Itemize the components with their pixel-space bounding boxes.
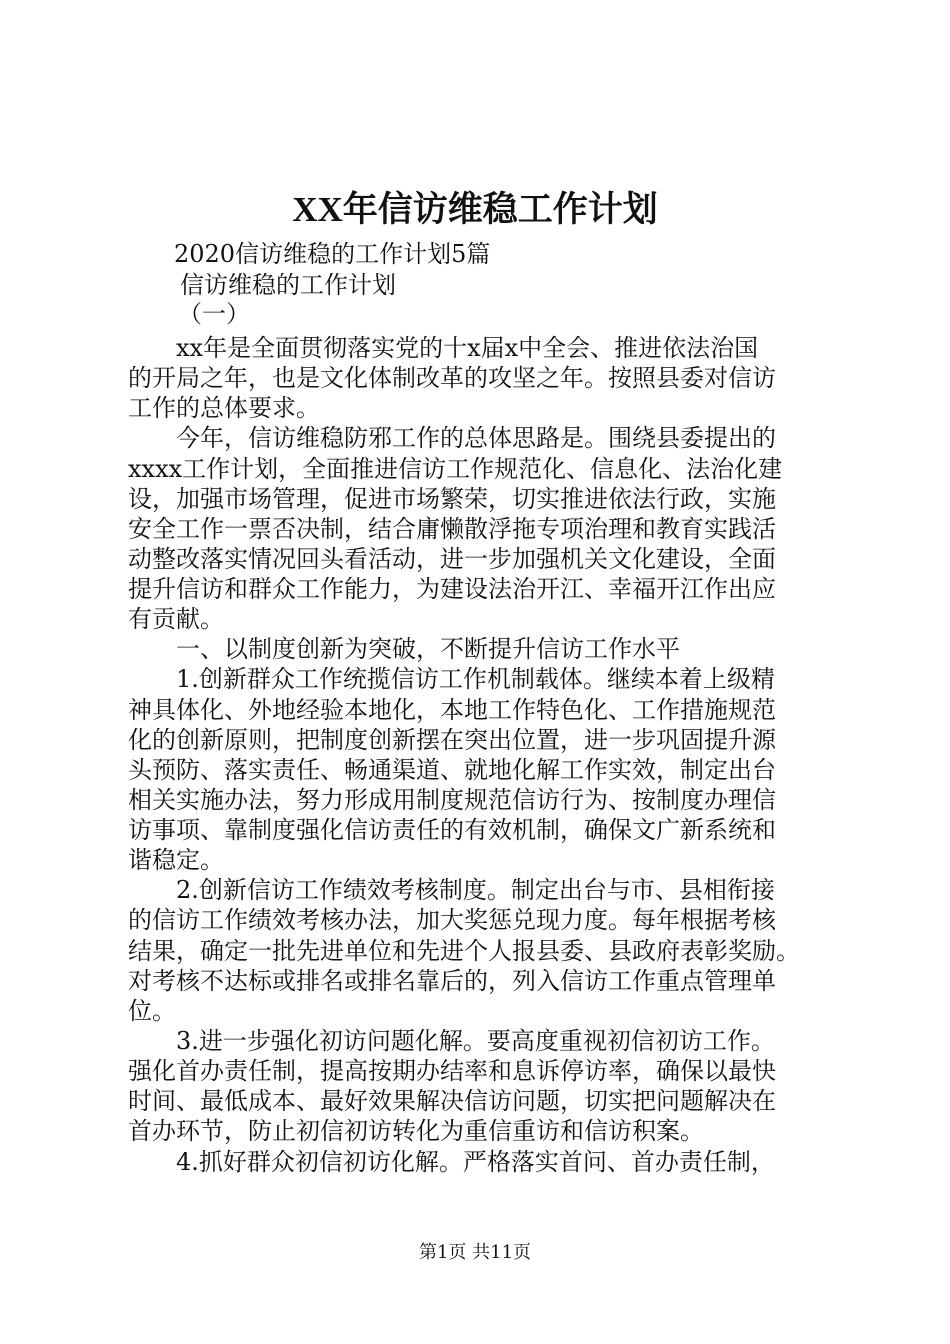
subtitle-line-1: 2020信访维稳的工作计划5篇	[174, 240, 491, 268]
body-line: 3.进一步强化初访问题化解。要高度重视初信初访工作。	[128, 1027, 775, 1055]
body-line: 的开局之年，也是文化体制改革的攻坚之年。按照县委对信访	[128, 364, 776, 392]
body-line: 2.创新信访工作绩效考核制度。制定出台与市、县相衔接	[128, 876, 775, 904]
body-line: 有贡献。	[128, 605, 224, 633]
body-line: 谐稳定。	[128, 846, 224, 874]
body-line: 动整改落实情况回头看活动，进一步加强机关文化建设，全面	[128, 545, 776, 573]
body-line: 工作的总体要求。	[128, 394, 320, 422]
document-title: XX年信访维稳工作计划	[292, 190, 658, 229]
body-line: 相关实施办法，努力形成用制度规范信访行为、按制度办理信	[128, 786, 776, 814]
body-line: 化的创新原则，把制度创新摆在突出位置，进一步巩固提升源	[128, 726, 776, 754]
page-footer: 第1页 共11页	[418, 1242, 532, 1263]
body-line: 1.创新群众工作统揽信访工作机制载体。继续本着上级精	[128, 665, 775, 693]
subtitle-line-2: 信访维稳的工作计划	[180, 271, 396, 299]
body-line: 提升信访和群众工作能力，为建设法治开江、幸福开江作出应	[128, 575, 776, 603]
body-line: 今年，信访维稳防邪工作的总体思路是。围绕县委提出的	[128, 424, 776, 452]
body-line: 对考核不达标或排名或排名靠后的，列入信访工作重点管理单	[128, 967, 776, 995]
section-heading: 一、以制度创新为突破，不断提升信访工作水平	[128, 635, 680, 663]
body-line: 安全工作一票否决制，结合庸懒散浮拖专项治理和教育实践活	[128, 515, 776, 543]
body-line: 4.抓好群众初信初访化解。严格落实首问、首办责任制，	[128, 1148, 775, 1176]
body-line: 结果，确定一批先进单位和先进个人报县委、县政府表彰奖励。	[128, 937, 800, 965]
body-line: 设，加强市场管理，促进市场繁荣，切实推进依法行政，实施	[128, 485, 776, 513]
body-line: 神具体化、外地经验本地化，本地工作特色化、工作措施规范	[128, 696, 776, 724]
section-marker: （一）	[178, 300, 250, 328]
body-line: 位。	[128, 997, 176, 1025]
body-line: 头预防、落实责任、畅通渠道、就地化解工作实效，制定出台	[128, 756, 776, 784]
body-line: xxxx工作计划，全面推进信访工作规范化、信息化、法治化建	[128, 455, 783, 483]
body-line: 时间、最低成本、最好效果解决信访问题，切实把问题解决在	[128, 1087, 776, 1115]
body-line: 访事项、靠制度强化信访责任的有效机制，确保文广新系统和	[128, 816, 776, 844]
body-line: 首办环节，防止初信初访转化为重信重访和信访积案。	[128, 1117, 704, 1145]
body-line: 强化首办责任制，提高按期办结率和息诉停访率，确保以最快	[128, 1057, 776, 1085]
body-line: xx年是全面贯彻落实党的十x届x中全会、推进依法治国	[128, 334, 759, 362]
body-line: 的信访工作绩效考核办法，加大奖惩兑现力度。每年根据考核	[128, 906, 776, 934]
